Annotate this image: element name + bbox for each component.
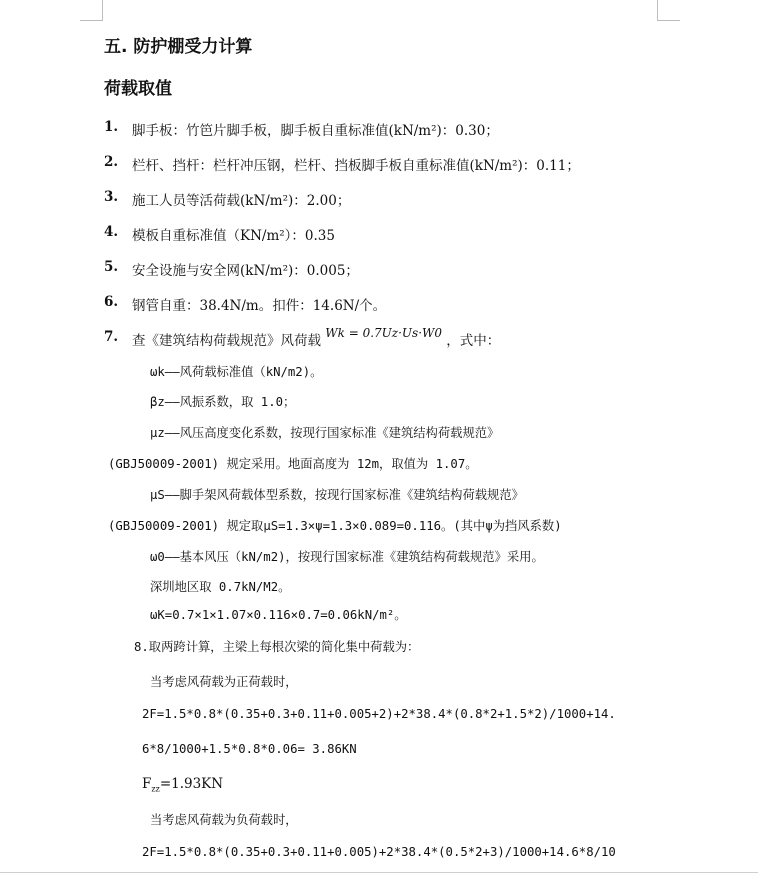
case-negative-text: 当考虑风荷载为负荷载时， bbox=[150, 813, 298, 827]
item-text-before: 查《建筑结构荷载规范》风荷载 bbox=[132, 333, 321, 349]
wind-load-formula: Wk = 0.7Uz·Us·W0 bbox=[325, 326, 442, 340]
wind-definition-line: ω0——基本风压（kN/m2)，按现行国家标准《建筑结构荷载规范》采用。 bbox=[150, 550, 544, 564]
item-number: 2. bbox=[104, 154, 119, 170]
wind-definition-line: 深圳地区取 0.7kN/M2。 bbox=[150, 580, 291, 594]
page-corner-mark-top-right bbox=[657, 0, 680, 21]
result-fz-value: =1.93KN bbox=[159, 776, 224, 792]
item-number: 4. bbox=[104, 224, 119, 240]
item-number: 3. bbox=[104, 189, 119, 205]
section-title: 五. 防护棚受力计算 bbox=[104, 37, 253, 57]
subtitle: 荷载取值 bbox=[104, 79, 172, 99]
item-text: 安全设施与安全网(kN/m²)：0.005； bbox=[132, 263, 359, 279]
result-fz-subscript: zz bbox=[151, 784, 160, 794]
calculation-line: 6*8/1000+1.5*0.8*0.06= 3.86KN bbox=[142, 742, 357, 756]
item-number: 7. bbox=[104, 329, 119, 345]
item-number: 6. bbox=[104, 294, 119, 310]
wind-definition-line: (GBJ50009-2001) 规定取μS=1.3×ψ=1.3×0.089=0.116。(其中ψ为挡风系数) bbox=[108, 519, 562, 533]
wind-definition-line: (GBJ50009-2001) 规定采用。地面高度为 12m，取值为 1.07。 bbox=[108, 457, 478, 471]
calculation-line: 2F=1.5*0.8*(0.35+0.3+0.11+0.005)+2*38.4*(0.5*2+3)/1000+14.6*8/10 bbox=[142, 845, 616, 859]
wind-definition-line: μS——脚手架风荷载体型系数，按现行国家标准《建筑结构荷载规范》 bbox=[150, 488, 524, 502]
result-fz-label: F bbox=[142, 776, 152, 792]
calculation-line: 2F=1.5*0.8*(0.35+0.3+0.11+0.005+2)+2*38.4*(0.8*2+1.5*2)/1000+14. bbox=[142, 707, 616, 721]
item-text-after: ，式中： bbox=[446, 333, 501, 349]
item-text: 钢管自重：38.4N/m。扣件：14.6N/个。 bbox=[132, 298, 387, 314]
wind-definition-line: ωK=0.7×1×1.07×0.116×0.7=0.06kN/m²。 bbox=[150, 608, 407, 622]
item-text: 施工人员等活荷载(kN/m²)：2.00； bbox=[132, 193, 351, 209]
page-bottom-divider bbox=[0, 872, 758, 873]
wind-definition-line: βz——风振系数，取 1.0； bbox=[150, 395, 296, 409]
result-fz bbox=[142, 776, 223, 794]
item-text: 模板自重标准值（KN/m²）：0.35 bbox=[132, 228, 335, 244]
wind-definition-line: ωk——风荷载标准值（kN/m2)。 bbox=[150, 365, 323, 379]
item-text: 脚手板：竹笆片脚手板，脚手板自重标准值(kN/m²)：0.30； bbox=[132, 123, 499, 139]
item-number: 5. bbox=[104, 259, 119, 275]
page-corner-mark-top-left bbox=[80, 0, 103, 21]
item-text bbox=[132, 326, 501, 349]
case-positive-text: 当考虑风荷载为正荷载时， bbox=[150, 675, 298, 689]
item-8-text: 8.取两跨计算，主梁上每根次梁的简化集中荷载为： bbox=[134, 640, 420, 654]
item-text: 栏杆、挡杆：栏杆冲压钢，栏杆、挡板脚手板自重标准值(kN/m²)：0.11； bbox=[132, 158, 580, 174]
wind-definition-line: μz——风压高度变化系数，按现行国家标准《建筑结构荷载规范》 bbox=[150, 426, 500, 440]
item-number: 1. bbox=[104, 119, 119, 135]
